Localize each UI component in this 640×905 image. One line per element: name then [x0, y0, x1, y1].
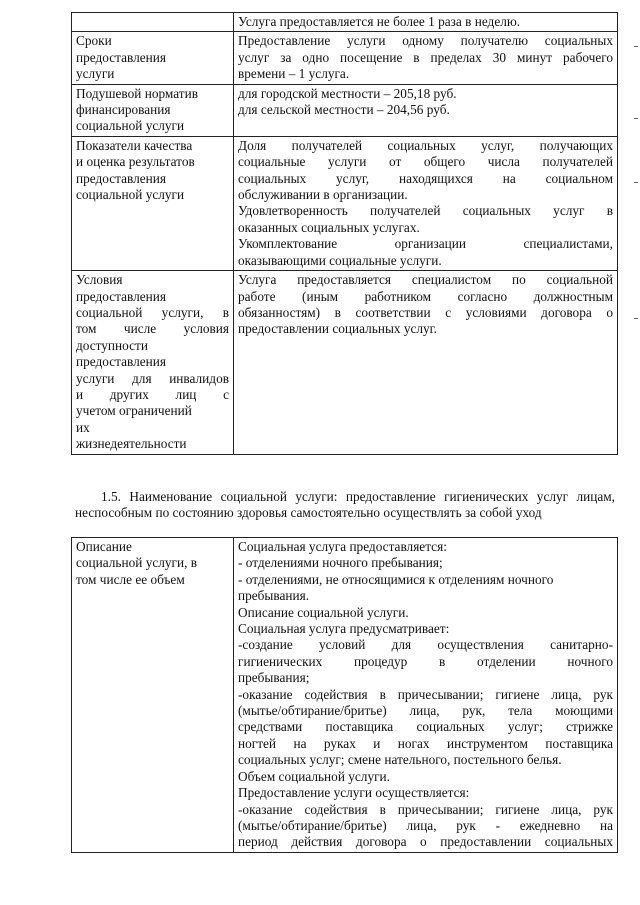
text-line: Описание социальной услуги. [238, 604, 409, 620]
text-line: оказанных социальных услугах. [238, 219, 420, 235]
service-description-table [71, 537, 618, 853]
scan-mark [634, 118, 638, 119]
row-funding-norm [72, 84, 618, 136]
text-line: обязанностям) в соответствии с условиями договора о [238, 304, 613, 320]
text-line: Социальная услуга предусматривает: [238, 621, 450, 637]
text-line: услуги для инвалидов [76, 370, 229, 386]
table-cell-value [234, 84, 618, 136]
table-cell-label [72, 271, 234, 454]
text-line: финансирования [76, 102, 171, 118]
text-line: социальные услуги от общего числа получателей [238, 154, 613, 170]
table-cell-value [234, 136, 618, 270]
text-line: - отделениями ночного пребывания; [238, 555, 443, 571]
table-cell-value [234, 538, 618, 853]
text-line: услуг за одно посещение в пределах 30 минут рабочего [238, 49, 613, 65]
text-line: Предоставление услуги одному получателю социальных [238, 33, 613, 49]
text-line: социальной услуги, в [76, 555, 198, 571]
text-line: Социальная услуга предоставляется: [238, 539, 447, 554]
text-line: Укомплектование организации специалистами, [238, 236, 613, 252]
text-line: и оценка результатов [76, 154, 195, 170]
text-line: услуги [76, 66, 115, 82]
text-line: пребывания. [238, 588, 310, 604]
text-line: -оказание содействия в причесывании; гигиене лица, рук [238, 686, 613, 702]
text-line: (мытье/обтирание/бритье) лица, рук - ежедневно на [238, 817, 613, 833]
text-line: социальных услуг, находящихся на социальном [238, 170, 613, 186]
text-line: период действия договора о предоставлении социальных [238, 834, 613, 850]
row-service-terms [72, 32, 618, 84]
table-cell-label [72, 32, 234, 84]
text-line: пребывания; [238, 670, 310, 686]
table-cell-label [72, 538, 234, 853]
scan-mark [634, 46, 638, 47]
text-line: Показатели качества [76, 137, 193, 153]
table-row [72, 13, 618, 32]
text-line: жизнедеятельности [76, 436, 187, 452]
table-cell-empty [72, 13, 234, 32]
text-line: доступности [76, 337, 148, 353]
text-line: обслуживании в организации. [238, 187, 408, 203]
text-line: социальных услуг; смене нательного, постельного белья. [238, 752, 562, 768]
text-line: учетом ограничений [76, 403, 192, 419]
service-details-table [71, 12, 618, 455]
text-line: - отделениями, не относящимися к отделениям ночного [238, 571, 554, 587]
text-line: социальной услуги [76, 118, 185, 134]
text-line: Предоставление услуги осуществляется: [238, 785, 470, 801]
text-line: Сроки [76, 33, 112, 49]
text-line: предоставлении социальных услуг. [238, 321, 437, 337]
text-line: Описание [76, 539, 132, 554]
table-cell-label [72, 84, 234, 136]
table-cell-value [234, 271, 618, 454]
text-line: оказывающими социальные услуги. [238, 252, 442, 268]
text-line: предоставления [76, 354, 167, 370]
scan-mark [634, 318, 638, 319]
text-line: Подушевой норматив [76, 85, 198, 101]
table-cell-label [72, 136, 234, 270]
text-line: их [76, 419, 90, 435]
text-line: том числе условия [76, 321, 229, 337]
text-line: том числе ее объем [76, 571, 185, 587]
text-line: Условия [76, 272, 123, 288]
text-line: работе (иным работником согласно должностным [238, 288, 613, 304]
table-cell-value [234, 32, 618, 84]
text-line: времени – 1 услуга. [238, 66, 350, 82]
text-line: ногтей на руках и ногах инструментом поставщика [238, 735, 613, 751]
text-line: и других лиц с [76, 386, 229, 402]
text-line: средствами поставщика социальных услуг; стрижке [238, 719, 613, 735]
row-quality-indicators [72, 136, 618, 270]
scan-mark [634, 182, 638, 183]
text-line: для городской местности – 205,18 руб. [238, 85, 457, 101]
frequency-text: Услуга предоставляется не более 1 раза в неделю. [238, 14, 521, 29]
section-heading: 1.5. Наименование социальной услуги: предоставление гигиенических услуг лицам, неспособным по состоянию здоровья самостоятельно осуществлять за собой уход [75, 489, 615, 521]
text-line: для сельской местности – 204,56 руб. [238, 102, 450, 118]
text-line: социальной услуги, в [76, 304, 229, 320]
text-line: (мытье/обтирание/бритье) лица, рук, тела моющими [238, 703, 613, 719]
text-line: предоставления [76, 288, 167, 304]
text-line: -оказание содействия в причесывании; гигиене лица, рук [238, 801, 613, 817]
table-cell-frequency [234, 13, 618, 32]
text-line: социальной услуги [76, 187, 185, 203]
text-line: Объем социальной услуги. [238, 768, 390, 784]
text-line: предоставления [76, 170, 167, 186]
text-line: предоставления [76, 49, 167, 65]
table-row [72, 538, 618, 853]
text-line: Услуга предоставляется специалистом по социальной [238, 272, 613, 288]
text-line: гигиенических процедур в отделении ночного [238, 653, 613, 669]
text-line: -создание условий для осуществления санитарно- [238, 637, 613, 653]
text-line: Доля получателей социальных услуг, получающих [238, 137, 613, 153]
row-service-conditions [72, 271, 618, 454]
text-line: Удовлетворенность получателей социальных услуг в [238, 203, 613, 219]
